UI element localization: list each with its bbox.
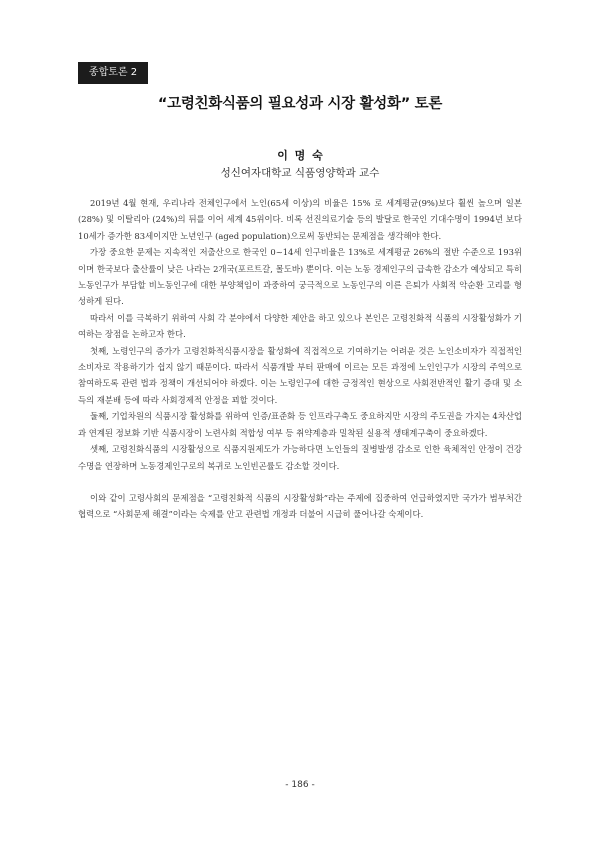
paragraph: 2019년 4월 현재, 우리나라 전체인구에서 노인(65세 이상)의 비율은 15% 로 세계평균(9%)보다 훨씬 높으며 일본(28%) 및 이탈리아 (24%)의 뒤를 이어 세계 45위이다. 비록 선진의료기술 등의 발달로 한국인 기대수명이 1994년 보다 10세가 증가한 83세이지만 노년인구 (aged population)으로써 동반되는 문제점을 생각해야 한다. bbox=[78, 198, 522, 241]
page-number: - 186 - bbox=[285, 780, 315, 790]
page-title: “고령친화식품의 필요성과 시장 활성화” 토론 bbox=[157, 96, 443, 112]
paragraph: 첫째, 노령인구의 증가가 고령친화적식품시장을 활성화에 직접적으로 기여하기는 어려운 것은 노인소비자가 직접적인 소비자로 작용하기가 쉽지 않기 때문이다. 따라서 식품개발 부터 판매에 이르는 모든 과정에 노인인구가 시장의 주역으로 참여하도록 관련 법과 정책이 개선되어야 하겠다. 이는 노령인구에 대한 긍정적인 현상으로 사회전반적인 활기 증대 및 소득의 재분배 등에 따라 사회경제적 안정을 꾀할 것이다. bbox=[78, 345, 522, 405]
paragraph: 가장 중요한 문제는 지속적인 저출산으로 한국인 0~14세 인구비율은 13%로 세계평균 26%의 절반 수준으로 193위이며 한국보다 출산률이 낮은 나라는 2개국(포르트갈, 몰도바) 뿐이다. 이는 노동 경제인구의 급속한 감소가 예상되고 특히 노동인구가 부담할 비노동인구에 대한 부양책임이 과중하여 궁극적으로 노동인구의 이른 은퇴가 사회적 악순환 고리를 형성하게 된다. bbox=[78, 247, 522, 307]
paragraph: 셋째, 고령친화식품의 시장활성으로 식품지원제도가 가능하다면 노인들의 질병발생 감소로 인한 육체적인 안정이 건강수명을 연장하며 노동경제인구로의 복귀로 노인빈곤률도 감소할 것이다. bbox=[78, 444, 522, 471]
paragraph: 둘째, 기업차원의 식품시장 활성화를 위하여 인증/표준화 등 인프라구축도 중요하지만 시장의 주도권을 가지는 4차산업과 연계된 정보화 기반 식품시장이 노련사회 적합성 여부 등 취약계층과 밀착된 실용적 생태계구축이 중요하겠다. bbox=[78, 411, 522, 438]
author-name: 이 명 숙 bbox=[277, 149, 323, 162]
conclusion-paragraph: 이와 같이 고령사회의 문제점을 “고령친화적 식품의 시장활성화”라는 주제에 집중하여 언급하였지만 국가가 범부처간 협력으로 “사회문제 해결”이라는 숙제를 안고 관련법 개정과 더불어 시급히 풀어나갈 숙제이다. bbox=[78, 492, 522, 520]
section-badge: 종합토론 2 bbox=[78, 62, 148, 84]
author-affiliation: 성신여자대학교 식품영양학과 교수 bbox=[220, 167, 380, 179]
paragraph: 따라서 이를 극복하기 위하여 사회 각 분야에서 다양한 제안을 하고 있으나 본인은 고령친화적 식품의 시장활성화가 기여하는 장점을 논하고자 한다. bbox=[78, 312, 522, 340]
body-text bbox=[78, 195, 522, 523]
